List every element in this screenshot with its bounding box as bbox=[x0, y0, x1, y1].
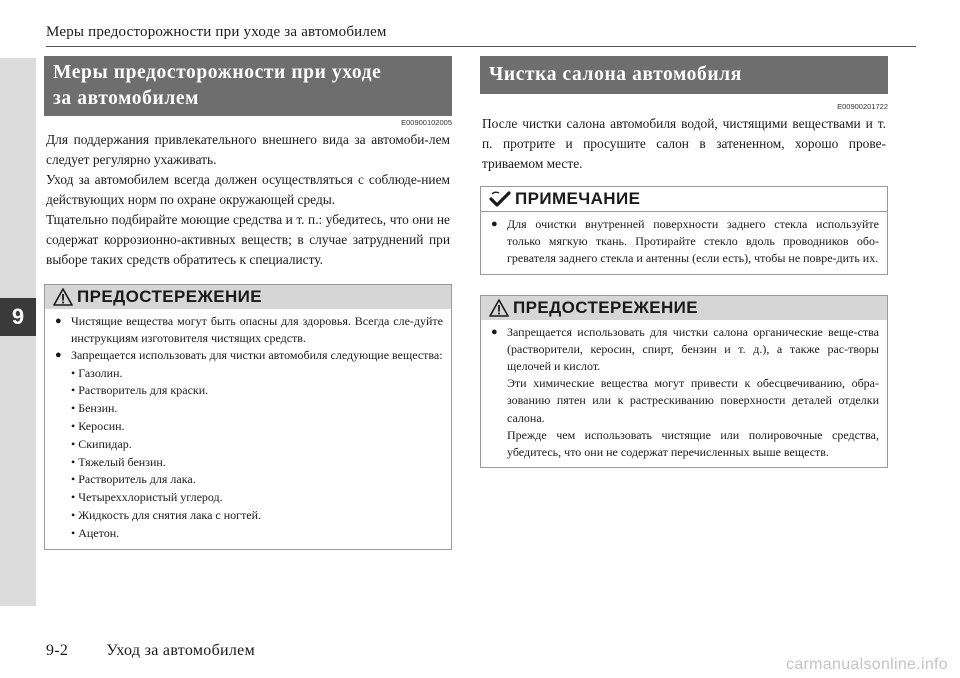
bullet-dot: ● bbox=[55, 349, 62, 362]
note-box bbox=[480, 186, 888, 275]
section-body bbox=[44, 130, 452, 270]
bullet-dot: ● bbox=[491, 218, 498, 230]
warning-title: ПРЕДОСТЕРЕЖЕНИЕ bbox=[77, 287, 263, 306]
list-item: • Ацетон. bbox=[71, 525, 120, 540]
bullet-text: Для очистки внутренней поверхности заднего стекла используйте только мягкую ткань. Протирайте стекло вдоль проводников обо-гревателя заднего стекла и антенны (если есть), чтобы не повре-дить их. bbox=[507, 217, 879, 266]
warning-box bbox=[44, 284, 452, 550]
section-title-line: за автомобилем bbox=[53, 88, 199, 109]
forbidden-substances-list bbox=[55, 365, 443, 543]
warning-triangle-icon bbox=[489, 299, 509, 317]
paragraph: Для поддержания привлекательного внешнего вида за автомоби-лем следует регулярно ухаживать. bbox=[46, 132, 450, 167]
left-column bbox=[44, 56, 452, 550]
warning-text: Эти химические вещества могут привести к обесцвечиванию, обра-зованию пятен или к растрескиванию поверхности деталей отделки салона. bbox=[507, 376, 879, 425]
page-footer bbox=[46, 642, 255, 660]
paragraph: Тщательно подбирайте моющие средства и т. п.: убедитесь, что они не содержат коррозионно-активных веществ; в случае затруднений при выборе таких средств обратитесь к специалисту. bbox=[46, 212, 450, 267]
right-column bbox=[480, 56, 888, 468]
list-item: • Тяжелый бензин. bbox=[71, 454, 166, 469]
warning-title: ПРЕДОСТЕРЕЖЕНИЕ bbox=[513, 297, 699, 317]
warning-bullet bbox=[55, 347, 443, 364]
warning-bullet bbox=[55, 313, 443, 347]
section-title-line: Чистка салона автомобиля bbox=[489, 64, 742, 85]
paragraph: После чистки салона автомобиля водой, чистящими веществами и т. п. протрите и просушите салон в затененном, хорошо прове-триваемом месте. bbox=[482, 116, 886, 171]
warning-text: Прежде чем использовать чистящие или полировочные средства, убедитесь, что они не содержат перечисленных выше веществ. bbox=[507, 427, 879, 460]
section-body bbox=[480, 114, 888, 174]
footer-chapter-title: Уход за автомобилем bbox=[106, 642, 256, 659]
warning-triangle-icon bbox=[53, 288, 73, 306]
section-code: E00900102005 bbox=[401, 118, 452, 127]
bullet-text: Чистящие вещества могут быть опасны для здоровья. Всегда сле-дуйте инструкциям изготовителя чистящих средств. bbox=[71, 314, 443, 346]
note-title: ПРИМЕЧАНИЕ bbox=[515, 189, 641, 208]
bullet-dot: ● bbox=[491, 325, 498, 338]
note-box-body bbox=[481, 212, 887, 274]
list-item: • Четыреххлористый углерод. bbox=[71, 490, 223, 505]
list-item: • Скипидар. bbox=[71, 436, 132, 451]
paragraph: Уход за автомобилем всегда должен осуществляться с соблюде-нием действующих норм по охране окружающей среды. bbox=[46, 172, 450, 207]
list-item: • Газолин. bbox=[71, 365, 123, 380]
list-item: • Керосин. bbox=[71, 419, 125, 433]
page-number: 9-2 bbox=[46, 642, 69, 659]
warning-box-header bbox=[481, 296, 887, 320]
section-code: E00900201722 bbox=[837, 102, 888, 111]
note-bullet bbox=[491, 216, 879, 268]
section-title-interior-cleaning bbox=[480, 56, 888, 94]
list-item: • Растворитель для лака. bbox=[71, 472, 196, 487]
warning-box bbox=[480, 295, 888, 469]
bullet-text: Запрещается использовать для чистки автомобиля следующие вещества: bbox=[71, 348, 443, 363]
section-title-line: Меры предосторожности при уходе bbox=[53, 62, 382, 83]
running-header: Меры предосторожности при уходе за автомобилем bbox=[46, 24, 387, 40]
list-item: • Растворитель для краски. bbox=[71, 383, 209, 398]
warning-box-header bbox=[45, 285, 451, 309]
list-item: • Бензин. bbox=[71, 401, 118, 416]
warning-box-body bbox=[45, 309, 451, 549]
bullet-dot: ● bbox=[55, 315, 62, 327]
chapter-tab: 9 bbox=[0, 298, 36, 336]
bullet-text: Запрещается использовать для чистки салона органические веще-ства (растворители, керосин, спирт, бензин и т. д.), а также рас-творы щелочей и кислот. bbox=[507, 324, 879, 374]
header-rule bbox=[46, 46, 916, 47]
checkmark-note-icon bbox=[489, 190, 511, 208]
watermark: carmanualsonline.info bbox=[786, 656, 948, 673]
note-box-header bbox=[481, 187, 887, 212]
section-title-care-precautions bbox=[44, 56, 452, 116]
warning-box-body bbox=[481, 320, 887, 468]
list-item: • Жидкость для снятия лака с ногтей. bbox=[71, 507, 262, 522]
warning-bullet bbox=[491, 324, 879, 376]
